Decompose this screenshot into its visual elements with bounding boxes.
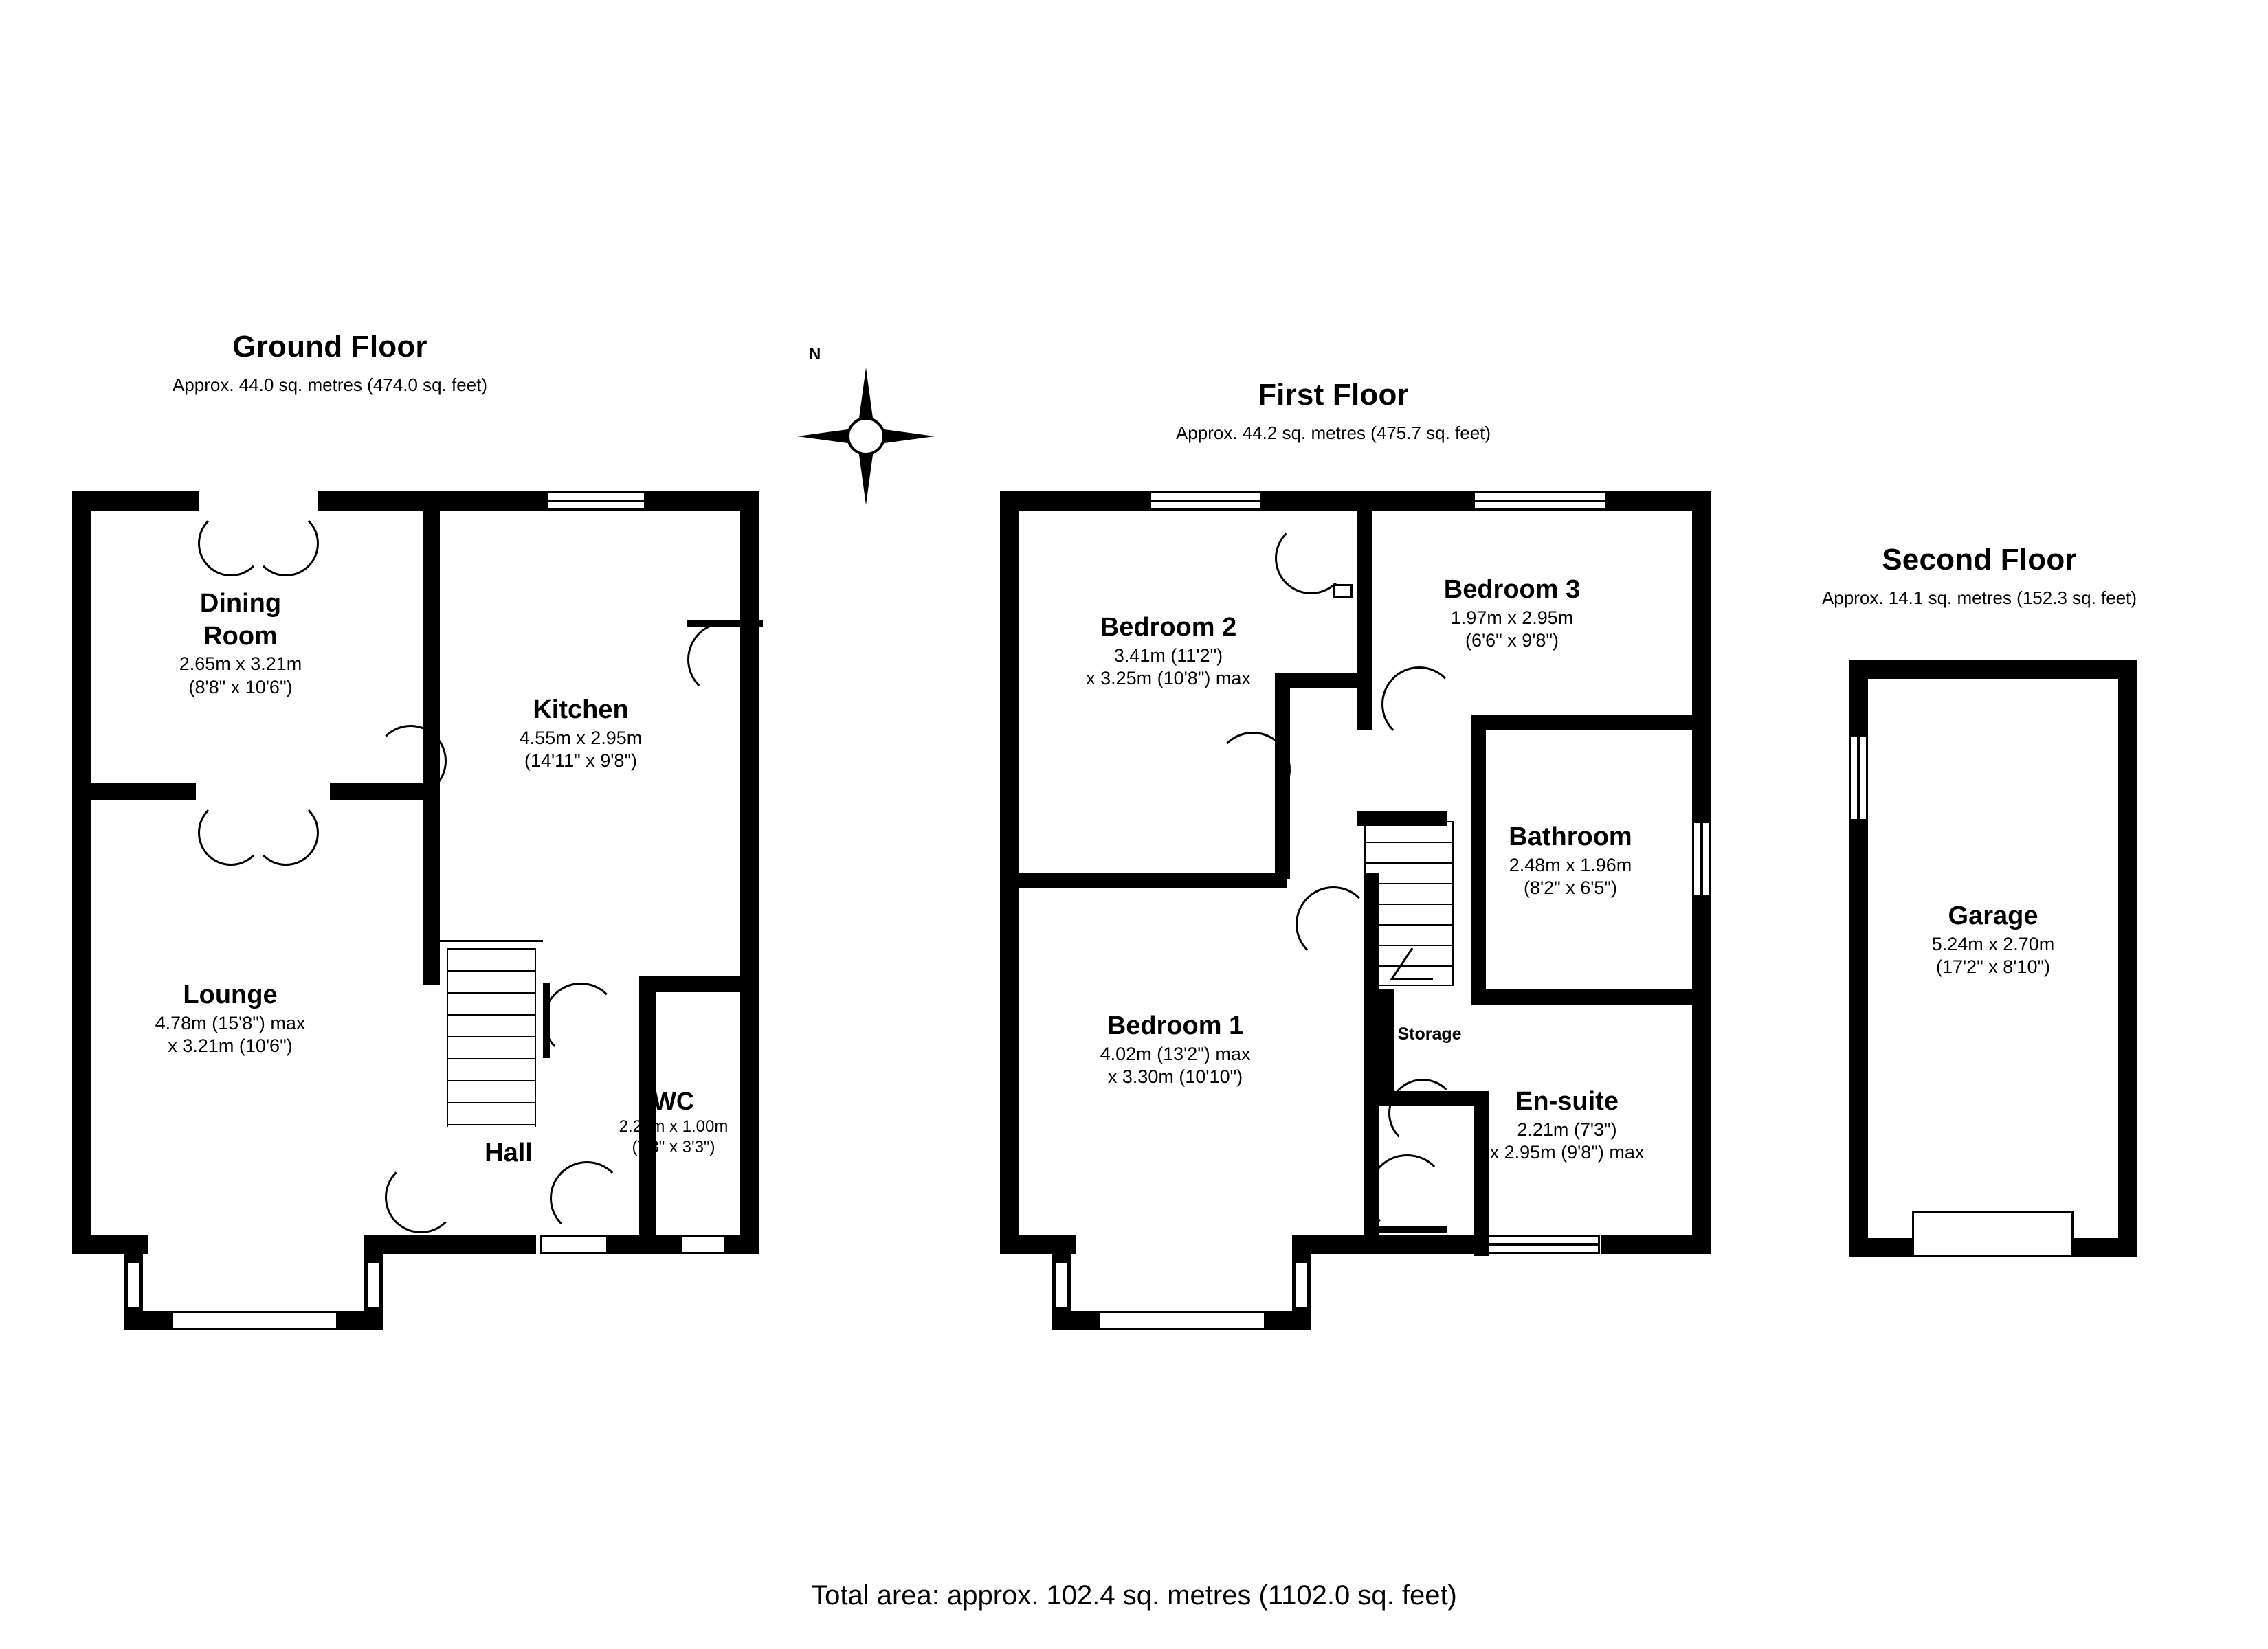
ground-kitchen-side-door-leaf (687, 620, 763, 627)
room-dim-bedroom-2-imperial: x 3.25m (10'8") max (1086, 668, 1251, 689)
room-name-bedroom-2: Bedroom 2 (1100, 613, 1237, 642)
first-wall-bed1-top (1019, 873, 1287, 888)
compass-rose (794, 345, 938, 508)
ground-wall-top-b (330, 491, 759, 511)
first-wall-left (1000, 491, 1019, 1254)
ground-stair-top-diag (440, 940, 543, 942)
room-label-kitchen (443, 694, 718, 773)
first-wall-bath-bottom (1471, 989, 1711, 1005)
room-dim-bedroom-1-imperial: x 3.30m (10'10") (1107, 1066, 1243, 1088)
room-dim-lounge-imperial: x 3.21m (10'6") (168, 1035, 293, 1057)
room-dim-garage-imperial: (17'2" x 8'10") (1935, 956, 2051, 978)
room-name-hall: Hall (485, 1138, 533, 1167)
garage-wall-bottom-l (1849, 1238, 1917, 1257)
room-name-kitchen: Kitchen (533, 695, 629, 724)
first-bay-window (1098, 1311, 1266, 1330)
room-label-ensuite (1423, 1086, 1711, 1165)
room-dim-bedroom-3-metric: 1.97m x 2.95m (1450, 607, 1574, 628)
ground-floor-title: Ground Floor (232, 330, 427, 363)
room-dim-bedroom-3-imperial: (6'6" x 9'8") (1465, 630, 1559, 651)
room-label-lounge (86, 979, 375, 1058)
ground-bay-window-side-l (126, 1261, 141, 1309)
room-dim-bedroom-1-metric: 4.02m (13'2") max (1100, 1043, 1251, 1064)
room-label-bedroom-1 (1031, 1010, 1320, 1089)
ground-bay-wall-bottom-r (337, 1311, 383, 1330)
first-wall-bottom-c (1601, 1235, 1711, 1254)
room-name-bedroom-3: Bedroom 3 (1443, 575, 1581, 604)
ground-wall-bottom-a (72, 1235, 148, 1254)
ground-wall-top-a (72, 491, 196, 511)
ground-bay-window (170, 1311, 338, 1330)
first-bedroom3-window-line (1473, 500, 1607, 502)
ground-wc-window (680, 1235, 726, 1254)
ground-hall-door-leaf (543, 983, 550, 1058)
room-dim-garage-metric: 5.24m x 2.70m (1931, 933, 2055, 954)
room-dim-bathroom-imperial: (8'2" x 6'5") (1523, 877, 1618, 899)
ground-dining-lounge-arc-right (253, 800, 319, 866)
first-wall-top-b (1261, 491, 1474, 511)
first-floor-title: First Floor (1258, 378, 1409, 412)
garage-door (1912, 1211, 2074, 1257)
first-floor-subtitle: Approx. 44.2 sq. metres (475.7 sq. feet) (1175, 423, 1491, 443)
ground-wall-bottom-b (364, 1235, 536, 1254)
first-ensuite-door-leaf (1368, 1226, 1447, 1233)
compass-icon (794, 364, 938, 508)
room-label-bedroom-3 (1375, 574, 1649, 653)
total-area-label: Total area: approx. 102.4 sq. metres (1102.0 sq. feet) (811, 1580, 1457, 1611)
ground-staircase (447, 948, 536, 1127)
room-dim-bedroom-2-metric: 3.41m (11'2") (1113, 644, 1223, 666)
compass-north-label: N (809, 345, 821, 363)
room-label-wc (591, 1086, 756, 1158)
room-name-storage: Storage (1397, 1024, 1462, 1044)
first-wall-bed3-bath (1471, 715, 1711, 730)
room-dim-ensuite-imperial: x 2.95m (9'8") max (1489, 1142, 1645, 1163)
ground-front-door-panel (540, 1235, 608, 1254)
room-label-dining-room (103, 587, 378, 699)
room-dim-kitchen-metric: 4.55m x 2.95m (519, 727, 643, 748)
room-dim-lounge-metric: 4.78m (15'8") max (155, 1012, 306, 1033)
ground-bay-window-side-r (366, 1261, 381, 1309)
ground-kitchen-side-door-arc (687, 622, 763, 697)
ground-bay-wall-bottom-l (124, 1311, 172, 1330)
first-wall-bottom-b (1292, 1235, 1478, 1254)
room-dim-bathroom-metric: 2.48m x 1.96m (1509, 854, 1632, 875)
first-stair-arrow (1381, 948, 1443, 989)
ground-wall-dining-lounge (72, 783, 196, 800)
ground-door-jamb-dining-top-l (182, 491, 199, 511)
first-bed3-door-arc (1381, 666, 1457, 742)
ground-kitchen-window-line (546, 500, 646, 502)
ground-front-door-arc (550, 1161, 624, 1235)
garage-wall-top (1849, 660, 2137, 679)
ground-door-jamb-dining-top-r (318, 491, 334, 511)
first-ensuite-window-line (1476, 1243, 1600, 1246)
room-dim-wc-imperial: (7'3" x 3'3") (632, 1138, 715, 1156)
ground-wall-wc-top (639, 976, 759, 992)
room-name-bathroom: Bathroom (1509, 822, 1632, 851)
first-landing-door-arc (1215, 732, 1291, 807)
room-dim-kitchen-imperial: (14'11" x 9'8") (524, 750, 638, 772)
first-bed2-door-leaf (1333, 584, 1353, 598)
second-floor-title: Second Floor (1882, 543, 2077, 576)
room-name-garage: Garage (1948, 901, 2038, 930)
first-bed1-door-arc (1296, 886, 1371, 962)
second-floor-subtitle: Approx. 14.1 sq. metres (152.3 sq. feet) (1821, 587, 2137, 608)
first-bedroom2-window-line (1149, 500, 1263, 502)
ground-wall-left (72, 491, 91, 1254)
first-bay-wall-bottom-l (1052, 1311, 1100, 1330)
garage-wall-bottom-r (2069, 1238, 2137, 1257)
first-ensuite-door-arc (1368, 1154, 1447, 1233)
first-bay-wall-bottom-r (1265, 1311, 1311, 1330)
room-name-lounge: Lounge (183, 980, 278, 1009)
room-dim-ensuite-metric: 2.21m (7'3") (1517, 1119, 1617, 1140)
first-wall-storage-left (1379, 989, 1394, 1106)
room-name-bedroom-1: Bedroom 1 (1107, 1011, 1244, 1040)
room-label-garage (1856, 900, 2131, 979)
room-name-dining-line1: Dining (199, 589, 282, 618)
first-bay-window-side-r (1294, 1261, 1309, 1309)
ground-wall-hall-left-lower (423, 800, 440, 985)
garage-window-line (1857, 735, 1860, 821)
room-dim-wc-metric: 2.21m x 1.00m (619, 1117, 729, 1136)
first-bay-window-side-l (1054, 1261, 1069, 1309)
room-dim-dining-imperial: (8'8" x 10'6") (188, 676, 293, 697)
room-label-bathroom (1433, 821, 1708, 900)
first-wall-bed2-bed3 (1357, 511, 1372, 730)
ground-lounge-door-arc (385, 1161, 457, 1233)
ground-floor-subtitle: Approx. 44.0 sq. metres (474.0 sq. feet) (172, 374, 488, 395)
room-label-storage (1368, 1024, 1491, 1045)
room-dim-dining-metric: 2.65m x 3.21m (179, 653, 302, 674)
first-wall-top-a (1000, 491, 1151, 511)
room-name-dining-line2: Room (203, 621, 278, 651)
room-name-wc: WC (653, 1087, 694, 1115)
ground-kitchen-door-arc (375, 725, 447, 797)
first-wall-bottom-a (1000, 1235, 1076, 1254)
room-label-hall (440, 1137, 577, 1170)
room-label-bedroom-2 (1024, 612, 1313, 691)
room-name-ensuite: En-suite (1515, 1087, 1619, 1116)
ground-hall-door-arc (543, 983, 619, 1058)
ground-french-door-arc-right (253, 511, 319, 576)
